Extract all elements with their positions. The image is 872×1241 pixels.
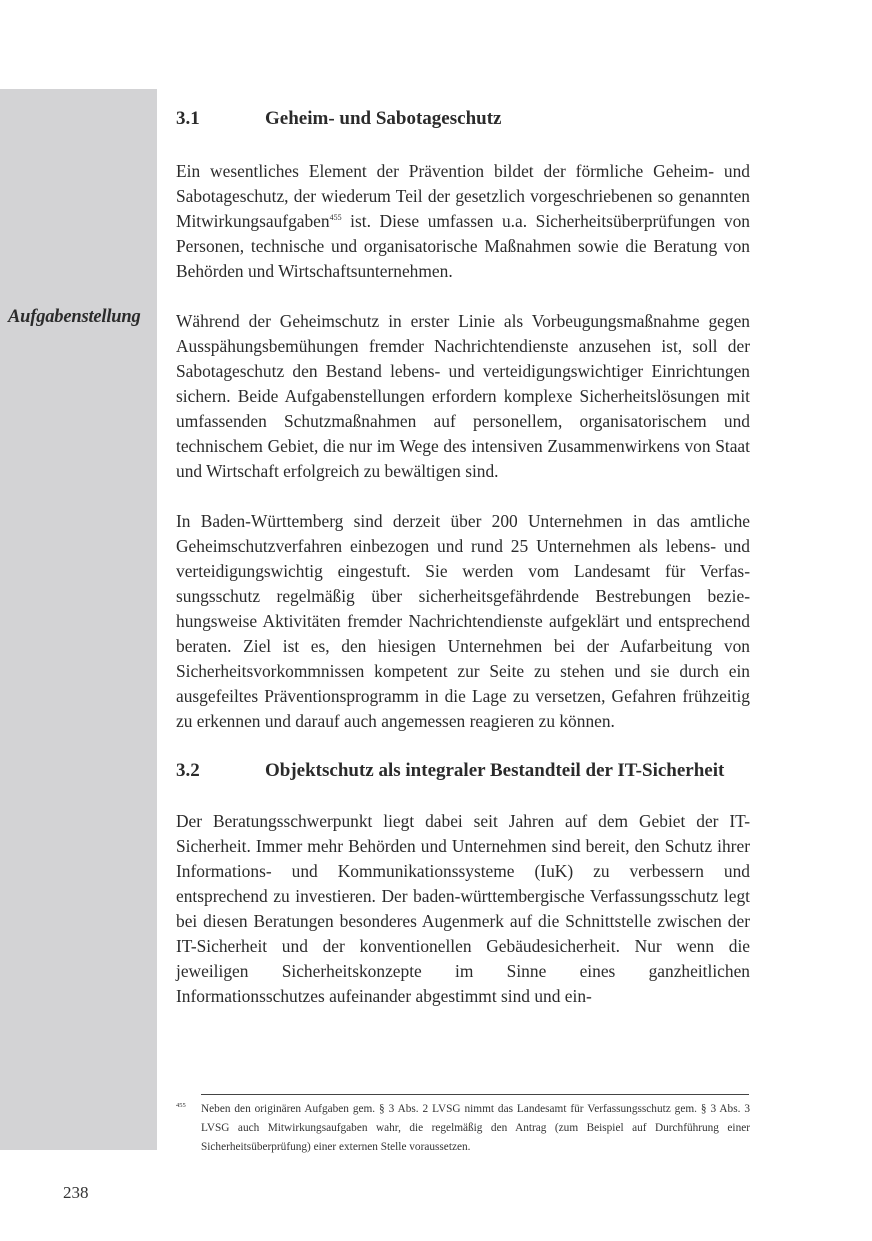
paragraph: Der Beratungsschwerpunkt liegt dabei seit Jahren auf dem Gebiet der IT-Sicherheit. Immer mehr Behörden und Unternehmen sind bereit, den Schutz ihrer Informations- und Kommunikationssysteme (IuK) zu verbessern und entsprechend zu investieren. Der baden-württembergische Verfassungsschutz legt bei diesen Beratungen besonderes Augenmerk auf die Schnittstelle zwischen der IT-Sicherheit und der konventionellen Gebäudesicherheit. Nur wenn die jeweiligen Sicherheitskonzepte im Sinne eines ganzheitlichen Informationsschutzes aufeinander abgestimmt sind und ein- bbox=[176, 811, 750, 1006]
paragraph-text: Ein wesentliches Element der Prävention bildet der förmliche Geheim- und Sabotageschutz, der wiederum Teil der gesetzlich vorgeschriebenen so genannten Mitwirkungsaufgaben bbox=[176, 161, 750, 231]
footnote-number: 455 bbox=[176, 1102, 186, 1109]
paragraph bbox=[176, 159, 750, 284]
section-number: 3.2 bbox=[176, 760, 200, 781]
section-heading-3-1 bbox=[176, 105, 750, 133]
page-content bbox=[176, 104, 750, 1009]
footnote bbox=[176, 1100, 750, 1157]
margin-note: Aufgabenstellung bbox=[8, 307, 141, 327]
section-heading-3-2 bbox=[176, 757, 750, 785]
footnote-text: Neben den originären Aufgaben gem. § 3 Abs. 2 LVSG nimmt das Landesamt für Verfassungsschutz gem. § 3 Abs. 3 LVSG auch Mitwirkungsaufgaben wahr, die regelmäßig den Antrag (zum Beispiel auf Durchführung einer Sicherheitsüberprüfung) einer externen Stelle voraussetzen. bbox=[201, 1103, 750, 1153]
footnote-reference: 455 bbox=[329, 213, 342, 222]
section-number: 3.1 bbox=[176, 108, 200, 129]
page-number: 238 bbox=[63, 1183, 89, 1202]
paragraph: In Baden-Württemberg sind derzeit über 200 Unternehmen in das amtliche Geheimschutzverfahren einbezogen und rund 25 Unternehmen als lebens- und verteidigungswichtig eingestuft. Sie werden vom Landesamt für Verfassungsschutz regelmäßig über sicherheitsgefährdende Bestrebungen beziehungsweise Aktivitäten fremder Nachrichtendienste aufgeklärt und entsprechend beraten. Ziel ist es, den hiesigen Unternehmen bei der Aufarbeitung von Sicherheitsvorkommnissen kompetent zur Seite zu stehen und sie durch ein ausgefeiltes Präventionsprogramm in die Lage zu versetzen, Gefahren frühzeitig zu erkennen und darauf auch angemessen reagieren zu können. bbox=[176, 511, 750, 731]
footnote-divider bbox=[201, 1094, 749, 1095]
section-title: Geheim- und Sabotageschutz bbox=[265, 108, 502, 129]
section-title: Objektschutz als integraler Bestandteil der IT-Sicherheit bbox=[265, 760, 725, 781]
margin-sidebar bbox=[0, 89, 157, 1150]
paragraph-text: ist. Diese umfassen u.a. Sicherheitsüberprüfungen von Personen, technische und organisatorische Maßnahmen sowie die Beratung von Behörden und Wirtschaftsunternehmen. bbox=[176, 211, 750, 281]
paragraph: Während der Geheimschutz in erster Linie als Vorbeugungsmaßnahme gegen Ausspähungsbemühungen fremder Nachrichtendienste anzusehen ist, soll der Sabotageschutz den Bestand lebens- und verteidigungswichtiger Einrichtungen sichern. Beide Aufgabenstellungen erfordern komplexe Sicherheitslösungen mit umfassenden Schutzmaßnahmen auf personellem, organisatorischem und technischem Gebiet, die nur im Wege des intensiven Zusammenwirkens von Staat und Wirtschaft erfolgreich zu bewältigen sind. bbox=[176, 311, 750, 481]
